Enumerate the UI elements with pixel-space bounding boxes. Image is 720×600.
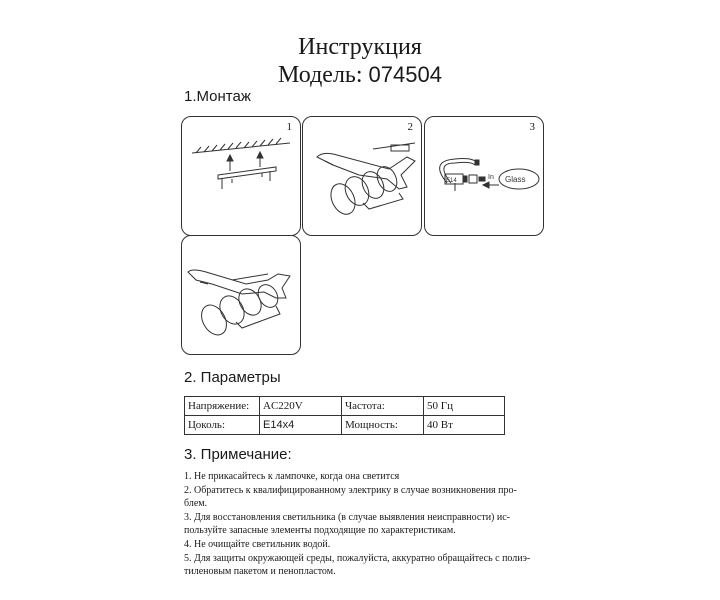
assembled-fixture-diagram [182,236,300,354]
document-title: Инструкция [298,34,422,60]
section-notes-heading: 3. Примечание: [184,446,292,463]
insert-label: In [488,174,494,181]
note-line: 1. Не прикасайтесь к лампочке, когда она светится [184,471,400,482]
param-power-label: Мощность: [342,416,424,435]
param-voltage-value: AC220V [260,397,342,416]
ceiling-plate-diagram [182,117,300,235]
fixture-mount-diagram [303,117,421,235]
parameters-table [184,396,505,435]
model-line [0,62,720,89]
table-row [185,416,505,435]
param-socket-value: E14x4 [260,416,342,435]
param-power-value: 40 Вт [424,416,505,435]
param-voltage-label: Напряжение: [185,397,260,416]
table-row [185,397,505,416]
step-number-2: 2 [407,121,413,133]
note-line: блем. [184,498,208,510]
note-line: 3. Для восстановления светильника (в случае выявления неисправности) ис- [184,511,511,523]
model-label: Модель: [278,62,363,88]
note-line: пользуйте запасные элементы подходящие по характеристикам. [184,525,456,537]
bulb-install-diagram [425,117,543,235]
section-parameters-heading: 2. Параметры [184,369,281,386]
param-frequency-label: Частота: [342,397,424,416]
socket-label: E14 [446,178,457,184]
glass-label: Glass [505,175,526,184]
mounting-step-1-panel [181,116,301,236]
finished-fixture-panel [181,235,301,355]
note-line: 5. Для защиты окружающей среды, пожалуйста, аккуратно обращайтесь с полиэ- [184,552,531,564]
step-number-3: 3 [529,121,535,133]
note-line: 2. Обратитесь к квалифицированному электрику в случае возникновения про- [184,484,517,496]
notes-list [184,470,544,579]
model-number: 074504 [368,62,442,87]
note-line: тиленовым пакетом и пенопластом. [184,566,336,578]
param-socket-label: Цоколь: [185,416,260,435]
note-line: 4. Не очищайте светильник водой. [184,538,331,550]
mounting-step-3-panel [424,116,544,236]
section-mounting-heading: 1.Монтаж [184,88,251,105]
step-number-1: 1 [286,121,292,133]
param-frequency-value: 50 Гц [424,397,505,416]
mounting-step-2-panel [302,116,422,236]
